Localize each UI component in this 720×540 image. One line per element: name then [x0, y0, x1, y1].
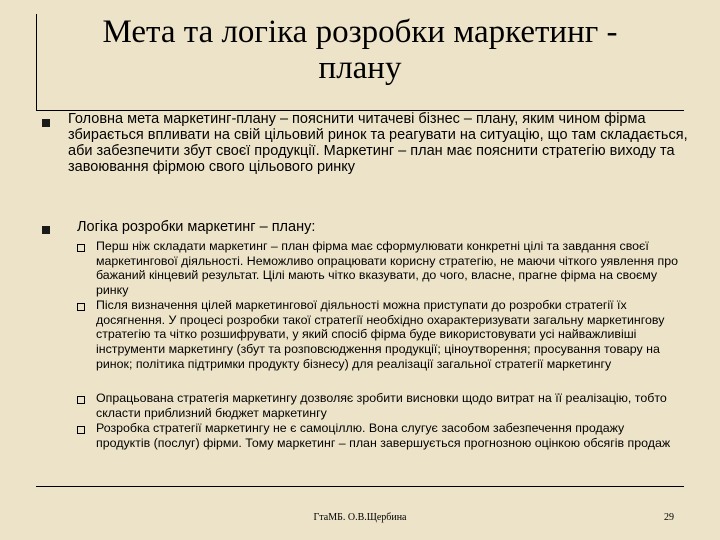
logic-heading: Логіка розробки маркетинг – плану: — [77, 219, 316, 235]
bullet-square-icon — [42, 226, 50, 234]
sub-bullet-icon — [77, 426, 85, 434]
footer-divider-line — [36, 486, 684, 487]
sub-item-budget: Опрацьована стратегія маркетингу дозволяє зробити висновки щодо витрат на її реалізацію, тобто скласти приблизний бюджет маркетингу — [96, 391, 667, 420]
sub-bullet-icon — [77, 396, 85, 404]
slide-title: Мета та логіка розробки маркетинг - плану — [102, 14, 618, 86]
sub-item-sales-forecast: Розробка стратегії маркетингу не є самоціллю. Вона слугує засобом забезпечення продажу продуктів (послуг) фірми. Тому маркетинг – план завершується прогнозною оцінкою обсягів продаж — [96, 421, 671, 450]
sub-bullet-icon — [77, 244, 85, 252]
sub-bullet-icon — [77, 303, 85, 311]
decorative-vertical-line — [36, 14, 37, 110]
bullet-square-icon — [42, 119, 50, 127]
main-goal-paragraph: Головна мета маркетинг-плану – пояснити читачеві бізнес – плану, яким чином фірма збирається впливати на свій цільовий ринок та реагувати на ситуацію, що там складається, аби забезпечити збут своєї продукції. Маркетинг – план має пояснити стратегію виходу та завоювання фірмою свого цільового ринку — [68, 111, 688, 175]
footer-author: ГтаМБ. О.В.Щербина — [313, 512, 407, 523]
page-number: 29 — [664, 512, 674, 523]
sub-item-goals: Перш ніж складати маркетинг – план фірма має сформулювати конкретні цілі та завдання своєї маркетингової діяльності. Неможливо опрацювати корисну стратегію, не маючи чіткого уявлення про бажаний кінцевий результат. Цілі мають чітко вказувати, до чого, власне, прагне фірма на своєму ринку — [96, 239, 679, 298]
sub-item-strategy: Після визначення цілей маркетингової діяльності можна приступати до розробки стратегії їх досягнення. У процесі розробки такої стратегії необхідно охарактеризувати загальну маркетингову стратегію та чітко розшифрувати, у який спосіб фірма буде використовувати усі найважливіші інструменти маркетингу (збут та розповсюдження продукції; ціноутворення; просування товару на ринок; політика підтримки продукту бізнесу) для реалізації загальної стратегії маркетингу — [96, 298, 665, 371]
